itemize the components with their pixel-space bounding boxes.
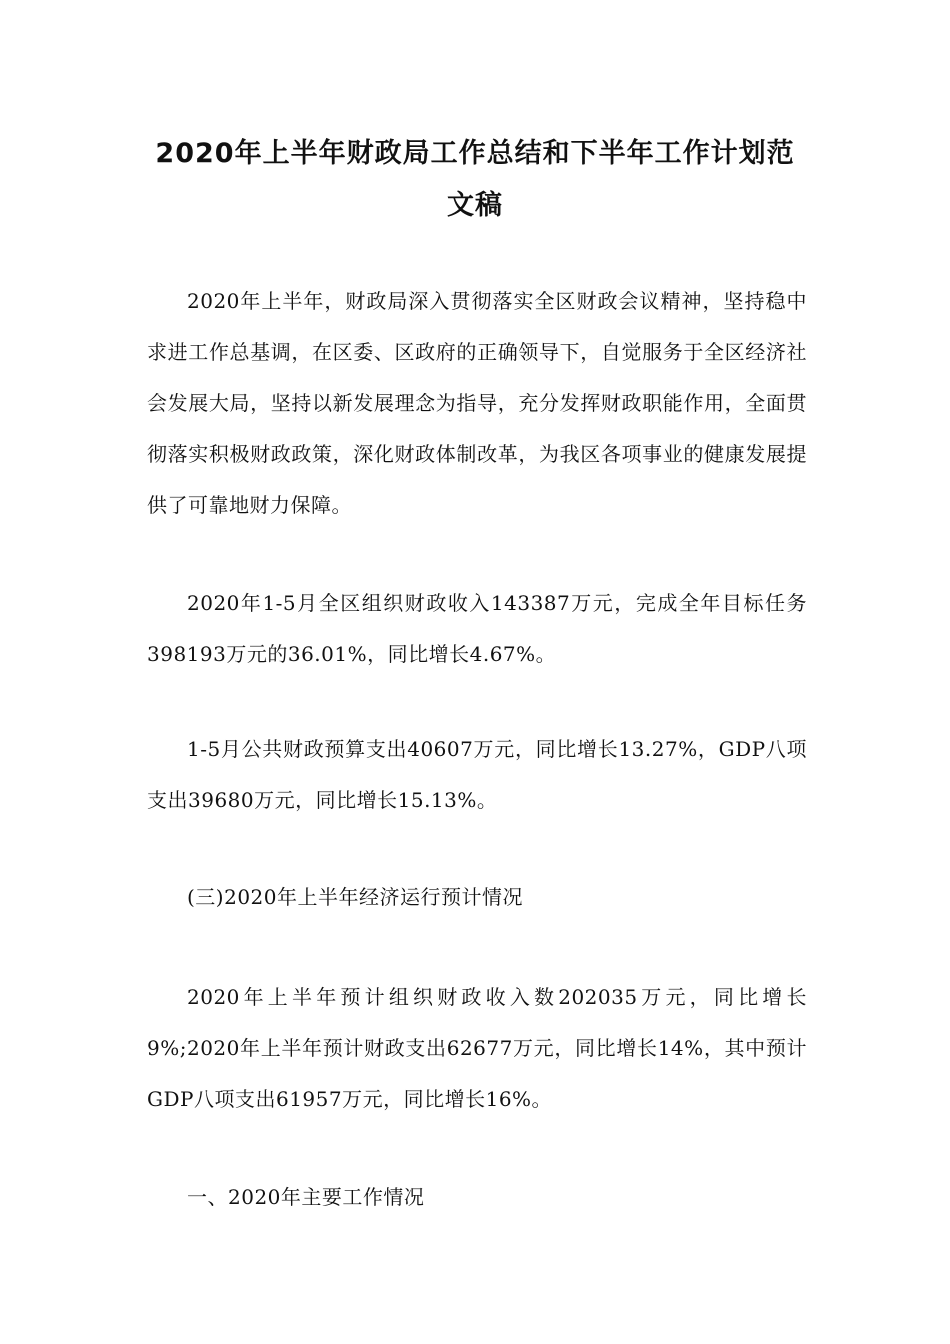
- paragraph-forecast: 2020年上半年预计组织财政收入数202035万元，同比增长9%;2020年上半年预计财政支出62677万元，同比增长14%，其中预计GDP八项支出61957万元，同比增长16%。: [147, 985, 807, 1111]
- section-heading-main-work: 一、2020年主要工作情况: [187, 1185, 425, 1209]
- section-heading-forecast: (三)2020年上半年经济运行预计情况: [187, 885, 524, 909]
- paragraph-revenue: 2020年1-5月全区组织财政收入143387万元，完成全年目标任务398193万元的36.01%，同比增长4.67%。: [147, 591, 807, 666]
- title-line-2: 文稿: [447, 190, 503, 221]
- paragraph-expenditure: 1-5月公共财政预算支出40607万元，同比增长13.27%，GDP八项支出39680万元，同比增长15.13%。: [147, 737, 807, 812]
- title-line-1: 2020年上半年财政局工作总结和下半年工作计划范: [155, 138, 795, 169]
- paragraph-intro: 2020年上半年，财政局深入贯彻落实全区财政会议精神，坚持稳中求进工作总基调，在区委、区政府的正确领导下，自觉服务于全区经济社会发展大局，坚持以新发展理念为指导，充分发挥财政职能作用，全面贯彻落实积极财政政策，深化财政体制改革，为我区各项事业的健康发展提供了可靠地财力保障。: [147, 289, 807, 517]
- document-title: [140, 128, 810, 232]
